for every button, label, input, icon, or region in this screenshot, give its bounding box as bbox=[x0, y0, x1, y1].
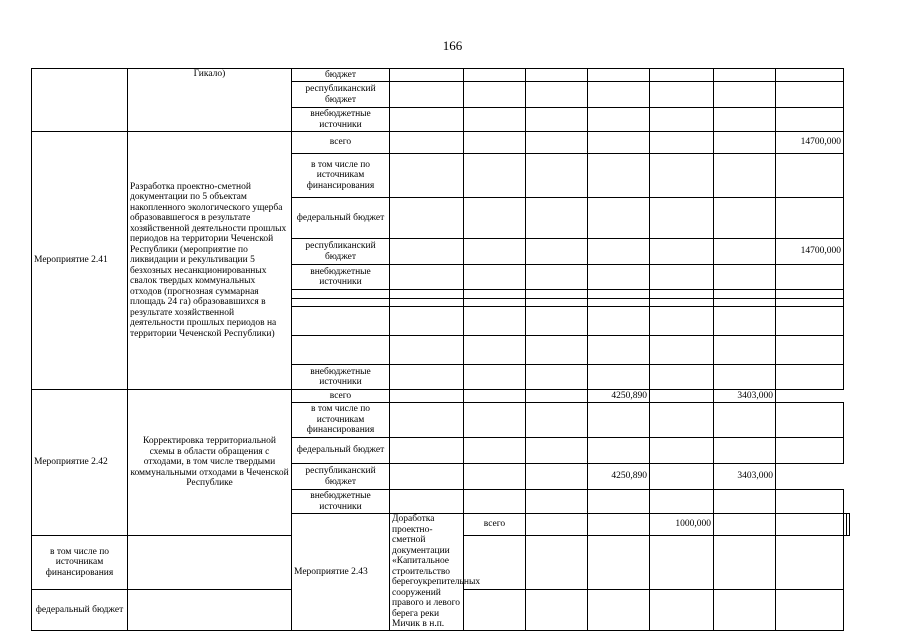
table-cell bbox=[390, 198, 464, 239]
table-cell bbox=[464, 82, 526, 108]
source-federal: федеральный бюджет bbox=[32, 590, 128, 630]
table-cell bbox=[464, 69, 526, 82]
table-cell bbox=[390, 239, 464, 265]
table-cell bbox=[650, 108, 714, 132]
source-budget: бюджет bbox=[292, 69, 390, 82]
table-cell bbox=[390, 69, 464, 82]
table-cell bbox=[714, 198, 776, 239]
table-cell bbox=[714, 403, 776, 438]
source-total: всего bbox=[292, 390, 390, 403]
table-cell bbox=[776, 535, 844, 589]
value-cell: 4250,890 bbox=[588, 464, 650, 490]
value-cell: 4250,890 bbox=[588, 390, 650, 403]
table-cell bbox=[588, 299, 650, 307]
table-cell bbox=[390, 132, 464, 154]
table-cell bbox=[588, 132, 650, 154]
event-code-cell bbox=[32, 69, 128, 132]
table-cell bbox=[526, 239, 588, 265]
table-cell bbox=[714, 299, 776, 307]
table-cell bbox=[714, 69, 776, 82]
table-cell bbox=[390, 390, 464, 403]
table-cell bbox=[390, 299, 464, 307]
table-cell bbox=[776, 590, 844, 630]
table-cell bbox=[390, 154, 464, 198]
table-cell bbox=[714, 307, 776, 336]
event-description: Разработка проектно-сметной документации по 5 объектам накопленного экологического ущерба образовавшегося в результате хозяйственной деятельности прошлых периодов на территории Чеченской Республики (мероприятие по ликвидации и рекультивации 5 безхозных несанкционированных свалок твердых коммунальных отходов (прогнозная суммарная площадь 24 га) образовавшихся в результате хозяйственной деятельности прошлых периодов на территории Чеченской Республики) bbox=[128, 132, 292, 390]
table-cell bbox=[776, 365, 844, 390]
table-cell bbox=[650, 82, 714, 108]
table-cell bbox=[526, 69, 588, 82]
table-cell bbox=[650, 198, 714, 239]
table-cell bbox=[464, 265, 526, 290]
table-cell bbox=[776, 403, 844, 438]
table-cell bbox=[464, 390, 526, 403]
table-cell bbox=[464, 132, 526, 154]
table-cell bbox=[588, 403, 650, 438]
table-cell bbox=[650, 132, 714, 154]
table-cell bbox=[464, 154, 526, 198]
table-cell bbox=[650, 490, 714, 514]
table-cell bbox=[292, 307, 390, 336]
event-code: Мероприятие 2.41 bbox=[32, 132, 128, 390]
table-cell bbox=[650, 390, 714, 403]
table-cell bbox=[526, 154, 588, 198]
source-extrabudget: внебюджетные источники bbox=[292, 108, 390, 132]
table-cell bbox=[464, 464, 526, 490]
table-cell bbox=[464, 290, 526, 299]
source-incl: в том числе по источникам финансирования bbox=[292, 154, 390, 198]
table-cell bbox=[390, 108, 464, 132]
table-row bbox=[32, 390, 850, 403]
event-description: Гикало) bbox=[128, 69, 292, 132]
table-cell bbox=[588, 514, 650, 536]
event-code: Мероприятие 2.43 bbox=[292, 514, 390, 631]
table-cell bbox=[526, 490, 588, 514]
table-cell bbox=[464, 438, 526, 464]
source-federal: федеральный бюджет bbox=[292, 198, 390, 239]
table-cell bbox=[526, 307, 588, 336]
table-cell bbox=[714, 290, 776, 299]
value-cell: 3403,000 bbox=[714, 390, 776, 403]
table-cell bbox=[714, 438, 776, 464]
table-cell bbox=[292, 299, 390, 307]
table-cell bbox=[526, 403, 588, 438]
table-cell bbox=[714, 154, 776, 198]
table-cell bbox=[526, 365, 588, 390]
table-cell bbox=[776, 299, 844, 307]
table-cell bbox=[464, 239, 526, 265]
table-cell bbox=[526, 535, 588, 589]
table-cell bbox=[390, 336, 464, 365]
source-extrabudget: внебюджетные источники bbox=[292, 365, 390, 390]
table-cell bbox=[390, 464, 464, 490]
table-cell bbox=[588, 365, 650, 390]
table-cell bbox=[650, 438, 714, 464]
table-cell bbox=[588, 290, 650, 299]
source-republican: республиканский бюджет bbox=[292, 82, 390, 108]
table-cell bbox=[776, 198, 844, 239]
table-cell bbox=[776, 490, 844, 514]
table-cell bbox=[776, 290, 844, 299]
table-cell bbox=[650, 365, 714, 390]
value-cell: 14700,000 bbox=[776, 239, 844, 265]
table-cell bbox=[390, 365, 464, 390]
table-cell bbox=[390, 82, 464, 108]
table-cell bbox=[714, 132, 776, 154]
table-cell bbox=[714, 490, 776, 514]
table-cell bbox=[292, 290, 390, 299]
event-description: Доработка проектно-сметной документации «Капитальное строительство берегоукрепительных сооружений правого и левого берега реки Мичик в н.п. bbox=[390, 514, 464, 631]
table-cell bbox=[588, 108, 650, 132]
source-total: всего bbox=[464, 514, 526, 536]
table-cell bbox=[714, 82, 776, 108]
table-cell bbox=[776, 438, 844, 464]
table-cell bbox=[588, 490, 650, 514]
table-cell bbox=[714, 365, 776, 390]
table-cell bbox=[650, 69, 714, 82]
table-cell bbox=[650, 464, 714, 490]
table-cell bbox=[464, 490, 526, 514]
source-incl: в том числе по источникам финансирования bbox=[32, 535, 128, 589]
table-cell bbox=[776, 514, 844, 536]
table-cell bbox=[526, 336, 588, 365]
budget-table bbox=[31, 68, 850, 631]
table-cell bbox=[526, 108, 588, 132]
table-cell bbox=[390, 438, 464, 464]
table-row bbox=[32, 132, 850, 154]
table-cell bbox=[650, 290, 714, 299]
table-cell bbox=[464, 198, 526, 239]
table-cell bbox=[650, 535, 714, 589]
table-cell bbox=[650, 154, 714, 198]
table-cell bbox=[588, 198, 650, 239]
source-total: всего bbox=[292, 132, 390, 154]
table-row bbox=[32, 69, 850, 82]
page-number: 166 bbox=[442, 38, 463, 53]
table-cell bbox=[588, 438, 650, 464]
table-cell bbox=[464, 299, 526, 307]
table-cell bbox=[292, 336, 390, 365]
value-cell: 14700,000 bbox=[776, 132, 844, 154]
table-cell bbox=[526, 290, 588, 299]
source-extrabudget: внебюджетные источники bbox=[292, 265, 390, 290]
table-cell bbox=[714, 265, 776, 290]
table-cell bbox=[526, 265, 588, 290]
table-cell bbox=[588, 154, 650, 198]
event-code: Мероприятие 2.42 bbox=[32, 390, 128, 536]
table-cell bbox=[714, 336, 776, 365]
table-cell bbox=[650, 299, 714, 307]
table-cell bbox=[526, 390, 588, 403]
table-cell bbox=[464, 108, 526, 132]
table-cell bbox=[464, 307, 526, 336]
table-cell bbox=[588, 82, 650, 108]
table-cell bbox=[588, 239, 650, 265]
table-cell bbox=[776, 82, 844, 108]
table-cell bbox=[390, 490, 464, 514]
table-cell bbox=[776, 154, 844, 198]
table-cell bbox=[464, 365, 526, 390]
table-cell bbox=[650, 307, 714, 336]
table-cell bbox=[128, 590, 292, 630]
table-cell bbox=[714, 514, 776, 536]
table-cell bbox=[390, 290, 464, 299]
table-cell bbox=[776, 265, 844, 290]
table-cell bbox=[776, 108, 844, 132]
table-cell bbox=[464, 590, 526, 630]
table-cell bbox=[464, 336, 526, 365]
table-cell bbox=[526, 132, 588, 154]
table-cell bbox=[588, 590, 650, 630]
table-cell bbox=[526, 514, 588, 536]
table-cell bbox=[390, 403, 464, 438]
source-republican: республиканский бюджет bbox=[292, 464, 390, 490]
table-cell bbox=[128, 535, 292, 589]
value-cell: 1000,000 bbox=[650, 514, 714, 536]
table-cell bbox=[650, 590, 714, 630]
table-cell bbox=[847, 514, 850, 536]
table-cell bbox=[650, 403, 714, 438]
table-cell bbox=[650, 336, 714, 365]
table-cell bbox=[526, 299, 588, 307]
source-extrabudget: внебюджетные источники bbox=[292, 490, 390, 514]
table-cell bbox=[588, 535, 650, 589]
table-cell bbox=[464, 403, 526, 438]
table-cell bbox=[776, 307, 844, 336]
table-cell bbox=[588, 265, 650, 290]
table-cell bbox=[650, 239, 714, 265]
table-cell bbox=[714, 590, 776, 630]
table-cell bbox=[390, 307, 464, 336]
table-cell bbox=[714, 535, 776, 589]
table-cell bbox=[526, 464, 588, 490]
event-description: Корректировка территориальной схемы в области обращения с отходами, в том числе твердыми коммунальными отходами в Чеченской Республике bbox=[128, 390, 292, 536]
table-cell bbox=[776, 336, 844, 365]
table-cell bbox=[588, 69, 650, 82]
table-cell bbox=[526, 438, 588, 464]
source-incl: в том числе по источникам финансирования bbox=[292, 403, 390, 438]
table-cell bbox=[526, 198, 588, 239]
table-cell bbox=[526, 82, 588, 108]
table-cell bbox=[714, 108, 776, 132]
table-cell bbox=[390, 265, 464, 290]
table-cell bbox=[714, 239, 776, 265]
source-federal: федеральный бюджет bbox=[292, 438, 390, 464]
table-cell bbox=[776, 69, 844, 82]
table-cell bbox=[526, 590, 588, 630]
source-republican: республиканский бюджет bbox=[292, 239, 390, 265]
value-cell: 3403,000 bbox=[714, 464, 776, 490]
table-cell bbox=[650, 265, 714, 290]
table-cell bbox=[588, 307, 650, 336]
table-cell bbox=[588, 336, 650, 365]
